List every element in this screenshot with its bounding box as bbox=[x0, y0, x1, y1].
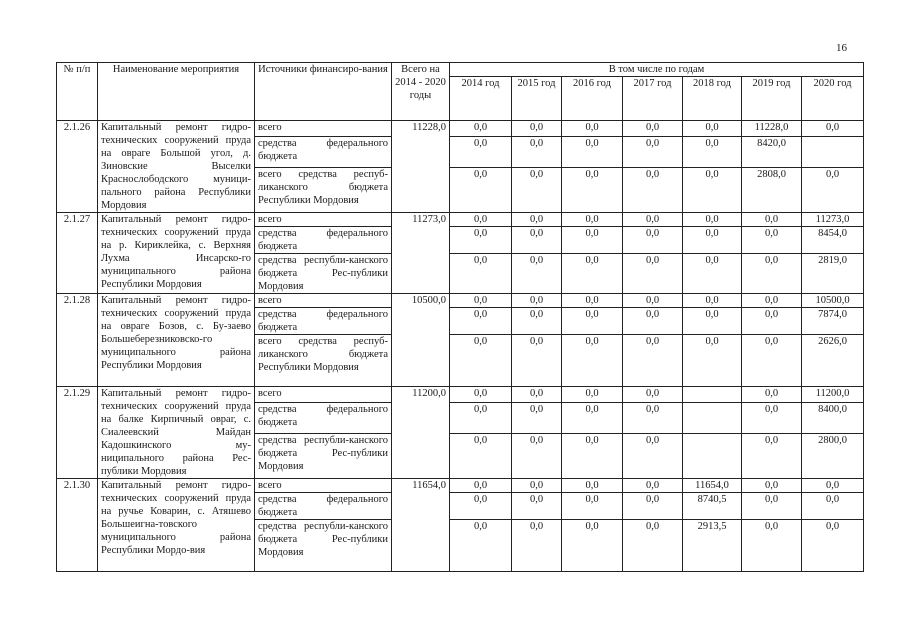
year-value: 0,0 bbox=[623, 254, 683, 294]
header-year: 2019 год bbox=[742, 77, 802, 121]
year-value: 0,0 bbox=[562, 402, 623, 433]
year-value: 0,0 bbox=[450, 387, 512, 403]
year-value: 0,0 bbox=[512, 387, 562, 403]
item-total: 11228,0 bbox=[392, 121, 450, 213]
funding-source: средства республи-канского бюджета Рес-публики Мордовия bbox=[255, 520, 392, 572]
year-value: 11200,0 bbox=[802, 387, 864, 403]
table-row bbox=[57, 294, 864, 308]
year-value: 0,0 bbox=[742, 387, 802, 403]
budget-table bbox=[56, 62, 864, 572]
header-year: 2014 год bbox=[450, 77, 512, 121]
year-value: 0,0 bbox=[450, 433, 512, 478]
year-value: 0,0 bbox=[742, 479, 802, 493]
year-value: 0,0 bbox=[562, 335, 623, 387]
header-source: Источники финансиро-вания bbox=[255, 63, 392, 121]
year-value: 0,0 bbox=[802, 493, 864, 520]
year-value: 0,0 bbox=[683, 227, 742, 254]
year-value: 7874,0 bbox=[802, 308, 864, 335]
year-value: 0,0 bbox=[562, 520, 623, 572]
table-row bbox=[57, 121, 864, 137]
year-value: 0,0 bbox=[562, 167, 623, 212]
year-value: 0,0 bbox=[512, 294, 562, 308]
item-total: 11273,0 bbox=[392, 213, 450, 294]
item-number: 2.1.29 bbox=[57, 387, 98, 479]
table-row bbox=[57, 387, 864, 403]
year-value: 0,0 bbox=[562, 433, 623, 478]
funding-source: средства республи-канского бюджета Рес-публики Мордовия bbox=[255, 254, 392, 294]
year-value: 2626,0 bbox=[802, 335, 864, 387]
year-value: 0,0 bbox=[562, 308, 623, 335]
year-value: 8420,0 bbox=[742, 136, 802, 167]
year-value: 0,0 bbox=[450, 402, 512, 433]
year-value: 8400,0 bbox=[802, 402, 864, 433]
year-value: 0,0 bbox=[562, 254, 623, 294]
item-name: Капитальный ремонт гидро-технических сооружений пруда на балке Кирпичный овраг, с. Сиалеевский Майдан Кадошкинского му-ниципального района Рес-публики Мордовия bbox=[98, 387, 255, 479]
year-value: 8740,5 bbox=[683, 493, 742, 520]
year-value: 0,0 bbox=[450, 136, 512, 167]
year-value: 0,0 bbox=[683, 213, 742, 227]
year-value: 0,0 bbox=[623, 402, 683, 433]
year-value: 0,0 bbox=[683, 294, 742, 308]
item-name: Капитальный ремонт гидро-технических сооружений пруда на овраге Бозов, с. Бу-заево Большеберезниковско-го муниципального района Республики Мордовия bbox=[98, 294, 255, 387]
year-value: 0,0 bbox=[683, 254, 742, 294]
year-value: 0,0 bbox=[623, 493, 683, 520]
year-value: 0,0 bbox=[562, 294, 623, 308]
year-value: 10500,0 bbox=[802, 294, 864, 308]
year-value: 2808,0 bbox=[742, 167, 802, 212]
year-value: 0,0 bbox=[742, 520, 802, 572]
page-number: 16 bbox=[836, 42, 847, 54]
funding-source: средства федерального бюджета bbox=[255, 227, 392, 254]
funding-source: средства федерального бюджета bbox=[255, 308, 392, 335]
year-value: 11654,0 bbox=[683, 479, 742, 493]
year-value: 0,0 bbox=[802, 167, 864, 212]
year-value: 0,0 bbox=[450, 294, 512, 308]
year-value: 2819,0 bbox=[802, 254, 864, 294]
item-total: 11200,0 bbox=[392, 387, 450, 479]
year-value bbox=[683, 402, 742, 433]
year-value: 0,0 bbox=[512, 213, 562, 227]
year-value: 0,0 bbox=[802, 520, 864, 572]
funding-source: всего bbox=[255, 479, 392, 493]
year-value: 0,0 bbox=[512, 402, 562, 433]
year-value: 0,0 bbox=[450, 254, 512, 294]
year-value: 11228,0 bbox=[742, 121, 802, 137]
year-value: 0,0 bbox=[683, 121, 742, 137]
year-value: 0,0 bbox=[562, 493, 623, 520]
item-name: Капитальный ремонт гидро-технических сооружений пруда на ручье Коварин, с. Атяшево Большеигна-товского муниципального района Республики Мордо-вия bbox=[98, 479, 255, 572]
year-value: 0,0 bbox=[562, 479, 623, 493]
item-number: 2.1.28 bbox=[57, 294, 98, 387]
year-value: 0,0 bbox=[683, 167, 742, 212]
year-value: 0,0 bbox=[802, 121, 864, 137]
year-value: 0,0 bbox=[450, 479, 512, 493]
year-value: 0,0 bbox=[562, 227, 623, 254]
item-name: Капитальный ремонт гидро-технических сооружений пруда на овраге Большой угол, д. Зиновские Выселки Краснослободского муници-пального района Республики Мордовия bbox=[98, 121, 255, 213]
year-value: 0,0 bbox=[742, 335, 802, 387]
year-value: 0,0 bbox=[512, 335, 562, 387]
funding-source: всего средства респуб-ликанского бюджета Республики Мордовия bbox=[255, 335, 392, 387]
year-value: 0,0 bbox=[742, 402, 802, 433]
year-value: 0,0 bbox=[623, 387, 683, 403]
funding-source: всего bbox=[255, 387, 392, 403]
year-value: 0,0 bbox=[623, 213, 683, 227]
year-value: 0,0 bbox=[512, 254, 562, 294]
header-year: 2015 год bbox=[512, 77, 562, 121]
year-value: 0,0 bbox=[562, 121, 623, 137]
year-value: 0,0 bbox=[450, 227, 512, 254]
year-value: 0,0 bbox=[512, 493, 562, 520]
item-number: 2.1.27 bbox=[57, 213, 98, 294]
table-row bbox=[57, 213, 864, 227]
year-value: 0,0 bbox=[450, 335, 512, 387]
year-value: 0,0 bbox=[450, 167, 512, 212]
year-value: 0,0 bbox=[623, 433, 683, 478]
year-value: 0,0 bbox=[623, 136, 683, 167]
year-value: 0,0 bbox=[623, 121, 683, 137]
year-value bbox=[683, 387, 742, 403]
item-total: 11654,0 bbox=[392, 479, 450, 572]
item-name: Капитальный ремонт гидро-технических сооружений пруда на р. Кириклейка, с. Верхняя Лухма Инсарско-го муниципального района Республики Мордовия bbox=[98, 213, 255, 294]
year-value: 0,0 bbox=[512, 520, 562, 572]
year-value: 0,0 bbox=[512, 308, 562, 335]
header-name: Наименование мероприятия bbox=[98, 63, 255, 121]
year-value: 8454,0 bbox=[802, 227, 864, 254]
item-total: 10500,0 bbox=[392, 294, 450, 387]
funding-source: всего bbox=[255, 121, 392, 137]
year-value: 0,0 bbox=[450, 520, 512, 572]
header-year: 2020 год bbox=[802, 77, 864, 121]
funding-source: всего средства респуб-ликанского бюджета Республики Мордовия bbox=[255, 167, 392, 212]
funding-source: средства федерального бюджета bbox=[255, 493, 392, 520]
funding-source: средства республи-канского бюджета Рес-публики Мордовия bbox=[255, 433, 392, 478]
year-value: 0,0 bbox=[742, 493, 802, 520]
year-value: 0,0 bbox=[623, 520, 683, 572]
year-value: 0,0 bbox=[450, 213, 512, 227]
year-value: 11273,0 bbox=[802, 213, 864, 227]
year-value: 2913,5 bbox=[683, 520, 742, 572]
year-value: 0,0 bbox=[562, 387, 623, 403]
year-value bbox=[802, 136, 864, 167]
year-value: 0,0 bbox=[742, 227, 802, 254]
year-value: 2800,0 bbox=[802, 433, 864, 478]
year-value: 0,0 bbox=[623, 167, 683, 212]
year-value: 0,0 bbox=[562, 213, 623, 227]
year-value: 0,0 bbox=[512, 227, 562, 254]
table-row bbox=[57, 479, 864, 493]
item-number: 2.1.26 bbox=[57, 121, 98, 213]
header-by-years: В том числе по годам bbox=[450, 63, 864, 77]
header-total: Всего на 2014 - 2020 годы bbox=[392, 63, 450, 121]
year-value: 0,0 bbox=[683, 136, 742, 167]
year-value: 0,0 bbox=[562, 136, 623, 167]
year-value: 0,0 bbox=[623, 294, 683, 308]
year-value: 0,0 bbox=[623, 308, 683, 335]
header-year: 2018 год bbox=[683, 77, 742, 121]
year-value bbox=[683, 433, 742, 478]
year-value: 0,0 bbox=[802, 479, 864, 493]
year-value: 0,0 bbox=[742, 308, 802, 335]
funding-source: всего bbox=[255, 213, 392, 227]
year-value: 0,0 bbox=[512, 136, 562, 167]
year-value: 0,0 bbox=[512, 121, 562, 137]
header-num: № п/п bbox=[57, 63, 98, 121]
year-value: 0,0 bbox=[512, 479, 562, 493]
year-value: 0,0 bbox=[683, 308, 742, 335]
year-value: 0,0 bbox=[742, 294, 802, 308]
year-value: 0,0 bbox=[512, 433, 562, 478]
year-value: 0,0 bbox=[623, 479, 683, 493]
header-year: 2016 год bbox=[562, 77, 623, 121]
year-value: 0,0 bbox=[683, 335, 742, 387]
year-value: 0,0 bbox=[742, 254, 802, 294]
year-value: 0,0 bbox=[623, 335, 683, 387]
year-value: 0,0 bbox=[623, 227, 683, 254]
item-number: 2.1.30 bbox=[57, 479, 98, 572]
funding-source: всего bbox=[255, 294, 392, 308]
year-value: 0,0 bbox=[450, 493, 512, 520]
funding-source: средства федерального бюджета bbox=[255, 136, 392, 167]
year-value: 0,0 bbox=[450, 121, 512, 137]
year-value: 0,0 bbox=[742, 213, 802, 227]
header-year: 2017 год bbox=[623, 77, 683, 121]
year-value: 0,0 bbox=[742, 433, 802, 478]
year-value: 0,0 bbox=[512, 167, 562, 212]
year-value: 0,0 bbox=[450, 308, 512, 335]
funding-source: средства федерального бюджета bbox=[255, 402, 392, 433]
